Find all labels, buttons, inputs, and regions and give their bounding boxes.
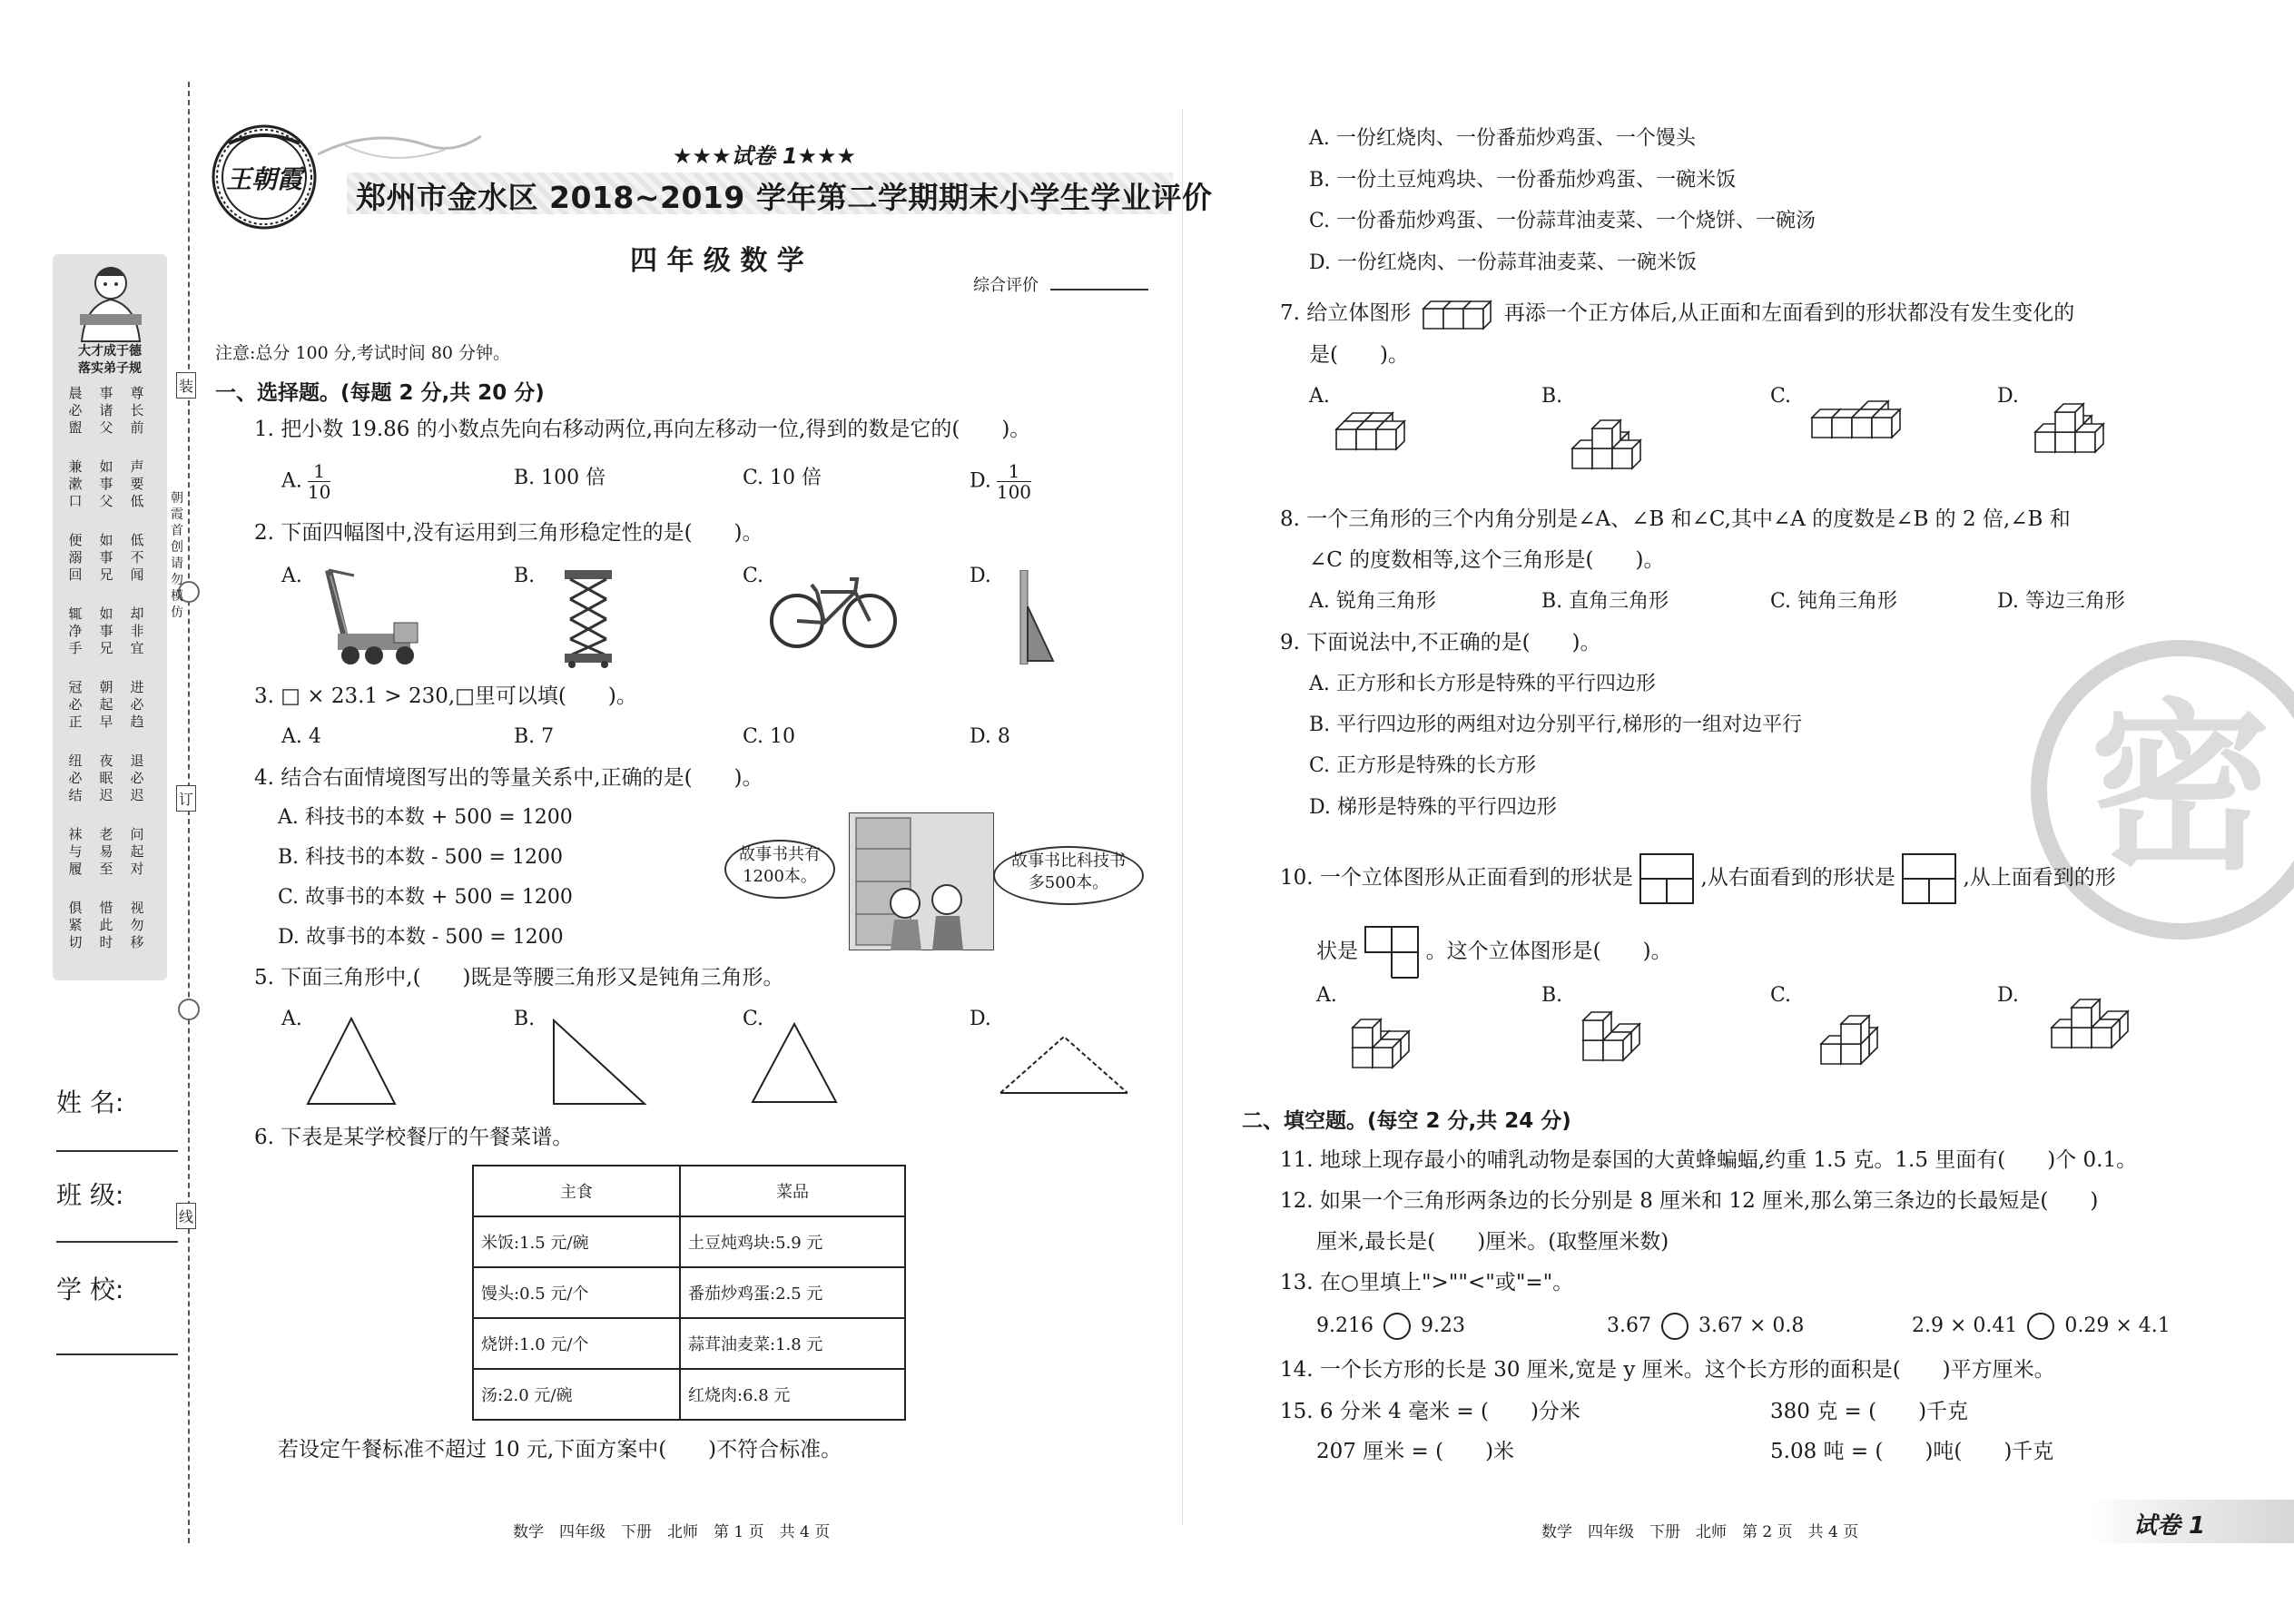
- q7-option-a[interactable]: A.: [1309, 385, 1330, 408]
- q6-stem: 6. 下表是某学校餐厅的午餐菜谱。: [254, 1126, 574, 1149]
- q1-stem: 1. 把小数 19.86 的小数点先向右移动两位,再向左移动一位,得到的数是它的( )。: [254, 418, 1031, 441]
- q10-stem-2: 状是 。这个立体图形是( )。: [1316, 926, 1672, 979]
- q10-option-c[interactable]: C.: [1770, 984, 1792, 1007]
- motto-column: 如事兄: [99, 605, 113, 656]
- q6-option-b[interactable]: B. 一份土豆炖鸡块、一份番茄炒鸡蛋、一碗米饭: [1309, 169, 1737, 192]
- q8-option-a[interactable]: A. 锐角三角形: [1309, 590, 1436, 613]
- q10-front-view-image: [1639, 853, 1694, 904]
- q10-figure-d-image: [2050, 989, 2144, 1049]
- motto-column: 便溺回: [68, 532, 83, 583]
- q3-option-a[interactable]: A. 4: [281, 725, 321, 748]
- cut-mark-3: 线: [176, 1203, 196, 1229]
- binding-ring-icon: [178, 999, 200, 1020]
- q2-option-c[interactable]: C.: [743, 565, 764, 587]
- q10-figure-a-image: [1351, 988, 1433, 1069]
- q7-option-c[interactable]: C.: [1770, 385, 1792, 408]
- q11-stem: 11. 地球上现存最小的哺乳动物是泰国的大黄蜂蝙蝠,约重 1.5 克。1.5 里面有( )个 0.1。: [1280, 1148, 2138, 1172]
- q1-option-d[interactable]: D. $\frac{1}{100}$: [970, 460, 1032, 503]
- q4-option-d[interactable]: D. 故事书的本数 - 500 = 1200: [278, 926, 564, 949]
- q4-stem: 4. 结合右面情境图写出的等量关系中,正确的是( )。: [254, 766, 763, 790]
- fraction: $\frac{1}{100}$: [996, 460, 1032, 503]
- motto-column: 尊长前: [130, 385, 144, 436]
- q14-stem: 14. 一个长方形的长是 30 厘米,宽是 y 厘米。这个长方形的面积是( )平方厘米。: [1280, 1358, 2055, 1382]
- class-label: 班 级:: [56, 1180, 124, 1210]
- q3-option-d[interactable]: D. 8: [970, 725, 1010, 748]
- center-divider: [1182, 109, 1183, 1525]
- bookshelf-scene-image: [849, 812, 994, 954]
- sidebar-motto-panel: [53, 254, 167, 980]
- q6-option-a[interactable]: A. 一份红烧肉、一份番茄炒鸡蛋、一个馒头: [1309, 127, 1696, 150]
- q9-option-c[interactable]: C. 正方形是特殊的长方形: [1309, 754, 1537, 777]
- compare-circle-icon[interactable]: [1661, 1313, 1689, 1340]
- q2-option-b[interactable]: B.: [514, 565, 536, 587]
- q1-option-a[interactable]: A. $\frac{1}{10}$: [281, 460, 331, 503]
- speech-bubble-left: 故事书共有1200本。: [724, 840, 835, 899]
- motto-column: 退必迟: [130, 753, 144, 803]
- q7-figure-a-image: [1334, 386, 1443, 451]
- motto-column: 声要低: [130, 458, 144, 509]
- triangle-d-image: [997, 1033, 1131, 1100]
- name-label: 姓 名:: [56, 1088, 124, 1117]
- q5-stem: 5. 下面三角形中,( )既是等腰三角形又是钝角三角形。: [254, 966, 784, 989]
- q9-stem: 9. 下面说法中,不正确的是( )。: [1280, 631, 1601, 655]
- brand-seal-text: 王朝霞: [225, 164, 302, 194]
- motto-column: 如事父: [99, 458, 113, 509]
- motto-column: 冠必正: [68, 679, 83, 730]
- q2-stem: 2. 下面四幅图中,没有运用到三角形稳定性的是( )。: [254, 521, 763, 545]
- ribbon-decoration: [318, 118, 481, 176]
- motto-column: 袜与履: [68, 826, 83, 877]
- q5-option-c[interactable]: C.: [743, 1008, 764, 1030]
- q5-option-b[interactable]: B.: [514, 1008, 536, 1030]
- q13-item-3[interactable]: 2.9 × 0.41 0.29 × 4.1: [1912, 1313, 2171, 1340]
- motto-column: 夜眠迟: [99, 753, 113, 803]
- motto-column: 却非宜: [130, 605, 144, 656]
- q15-item-3: 207 厘米 = ( )米: [1316, 1440, 1515, 1463]
- exam-notice: 注意:总分 100 分,考试时间 80 分钟。: [215, 343, 511, 363]
- compare-circle-icon[interactable]: [2027, 1313, 2054, 1340]
- q9-option-d[interactable]: D. 梯形是特殊的平行四边形: [1309, 796, 1557, 819]
- q5-option-d[interactable]: D.: [970, 1008, 991, 1030]
- stamp-text: 密: [2090, 684, 2272, 895]
- motto-column: 事诸父: [99, 385, 113, 436]
- q8-stem-2: ∠C 的度数相等,这个三角形是( )。: [1309, 548, 1665, 572]
- binding-dash-line: [188, 82, 190, 1543]
- section-2-heading: 二、填空题。(每空 2 分,共 24 分): [1242, 1109, 1571, 1133]
- menu-row: [473, 1216, 905, 1267]
- menu-dish-cell: 蒜茸油麦菜:1.8 元: [680, 1318, 905, 1369]
- q10-top-view-image: [1364, 926, 1419, 979]
- q13-item-1[interactable]: 9.216 9.23: [1316, 1313, 1465, 1340]
- q7-option-d[interactable]: D.: [1997, 385, 2019, 408]
- menu-staple-cell: 米饭:1.5 元/碗: [473, 1216, 680, 1267]
- subject-title: 四 年 级 数 学: [630, 245, 804, 277]
- menu-header-dish: 菜品: [680, 1166, 905, 1216]
- school-label: 学 校:: [56, 1275, 124, 1304]
- school-field[interactable]: [56, 1263, 178, 1357]
- name-field[interactable]: [56, 1076, 178, 1152]
- motto-column: 老易至: [99, 826, 113, 877]
- motto-column: 朝起早: [99, 679, 113, 730]
- paper-badge: ★★★试卷 1★★★: [672, 143, 857, 169]
- q9-option-a[interactable]: A. 正方形和长方形是特殊的平行四边形: [1309, 673, 1656, 695]
- q7-figure-c-image: [1810, 385, 1946, 439]
- q10-figure-b-image: [1581, 988, 1663, 1062]
- menu-staple-cell: 汤:2.0 元/碗: [473, 1369, 680, 1420]
- crane-truck-image: [310, 563, 447, 675]
- q10-figure-c-image: [1819, 984, 1906, 1066]
- q10-stem-1: 10. 一个立体图形从正面看到的形状是 ,从右面看到的形状是 ,从上面看到的形: [1280, 853, 2116, 904]
- q6-option-d[interactable]: D. 一份红烧肉、一份蒜茸油麦菜、一碗米饭: [1309, 251, 1697, 274]
- triangle-a-image: [304, 1015, 399, 1111]
- q7-option-b[interactable]: B.: [1541, 385, 1563, 408]
- motto-column: 进必趋: [130, 679, 144, 730]
- menu-row: [473, 1267, 905, 1318]
- q10-option-b[interactable]: B.: [1541, 984, 1563, 1007]
- motto-column: 惜此时: [99, 900, 113, 950]
- menu-staple-cell: 馒头:0.5 元/个: [473, 1267, 680, 1318]
- menu-row: [473, 1318, 905, 1369]
- score-label: 综合评价: [973, 276, 1039, 295]
- class-field[interactable]: [56, 1168, 178, 1263]
- q13-stem: 13. 在○里填上">""<"或"="。: [1280, 1271, 1574, 1294]
- triangle-c-image: [749, 1020, 840, 1109]
- q6-followup: 若设定午餐标准不超过 10 元,下面方案中( )不符合标准。: [278, 1438, 842, 1462]
- brand-seal-logo: [211, 123, 318, 234]
- q1-option-c[interactable]: C. 10 倍: [743, 467, 822, 489]
- score-field[interactable]: [973, 272, 1148, 296]
- menu-staple-cell: 烧饼:1.0 元/个: [473, 1318, 680, 1369]
- q9-option-b[interactable]: B. 平行四边形的两组对边分别平行,梯形的一组对边平行: [1309, 714, 1803, 736]
- motto-column: 兼漱口: [68, 458, 83, 509]
- q3-option-b[interactable]: B. 7: [514, 725, 555, 748]
- lunch-menu-table: [472, 1165, 906, 1421]
- q12-stem-1: 12. 如果一个三角形两条边的长分别是 8 厘米和 12 厘米,那么第三条边的长最短是( ): [1280, 1189, 2099, 1213]
- motto-column: 低不闻: [130, 532, 144, 583]
- scholar-figure-icon: [73, 260, 149, 347]
- page-footer-right: 数学 四年级 下册 北师 第 2 页 共 4 页: [1541, 1523, 1859, 1541]
- motto-column: 辄净手: [68, 605, 83, 656]
- bicycle-image: [770, 572, 897, 654]
- q8-option-c[interactable]: C. 钝角三角形: [1770, 590, 1898, 613]
- q7-stem: 7. 给立体图形 再添一个正方体后,从正面和左面看到的形状都没有发生变化的: [1280, 298, 2074, 330]
- corner-badge: [2088, 1500, 2294, 1543]
- q1-option-b[interactable]: B. 100 倍: [514, 467, 606, 489]
- q15-item-4: 5.08 吨 = ( )吨( )千克: [1770, 1440, 2054, 1463]
- motto-column: 如事兄: [99, 532, 113, 583]
- speech-bubble-right: 故事书比科技书多500本。: [993, 846, 1144, 905]
- q12-stem-2: 厘米,最长是( )厘米。(取整厘米数): [1316, 1230, 1669, 1254]
- menu-dish-cell: 土豆炖鸡块:5.9 元: [680, 1216, 905, 1267]
- section-1-heading: 一、选择题。(每题 2 分,共 20 分): [215, 381, 545, 405]
- student-info-fields: [56, 1076, 178, 1357]
- q5-option-a[interactable]: A.: [281, 1008, 302, 1030]
- q4-option-a[interactable]: A. 科技书的本数 + 500 = 1200: [278, 806, 573, 829]
- q4-option-b[interactable]: B. 科技书的本数 - 500 = 1200: [278, 846, 563, 869]
- q6-option-c[interactable]: C. 一份番茄炒鸡蛋、一份蒜茸油麦菜、一个烧饼、一碗汤: [1309, 210, 1816, 232]
- vertical-note: 朝霞首创 请勿模仿: [171, 491, 183, 620]
- q10-option-d[interactable]: D.: [1997, 984, 2019, 1007]
- triangle-b-image: [550, 1017, 650, 1111]
- q7-figure-d-image: [2033, 385, 2142, 454]
- fraction: $\frac{1}{10}$: [307, 460, 331, 503]
- q10-option-a[interactable]: A.: [1316, 984, 1337, 1007]
- shelf-bracket-image: [1006, 570, 1060, 668]
- q2-option-a[interactable]: A.: [281, 565, 302, 587]
- q3-option-c[interactable]: C. 10: [743, 725, 796, 748]
- page-footer-left: 数学 四年级 下册 北师 第 1 页 共 4 页: [513, 1523, 831, 1541]
- exam-title: 郑州市金水区 2018~2019 学年第二学期期末小学生学业评价: [356, 180, 1213, 215]
- q8-option-b[interactable]: B. 直角三角形: [1541, 590, 1669, 613]
- compare-circle-icon[interactable]: [1383, 1313, 1411, 1340]
- q7-figure-b-image: [1570, 385, 1679, 470]
- motto-column: 纽必结: [68, 753, 83, 803]
- menu-row: [473, 1369, 905, 1420]
- q2-option-d[interactable]: D.: [970, 565, 991, 587]
- corner-label: 试卷 1: [2133, 1512, 2206, 1540]
- motto-column: 俱紧切: [68, 900, 83, 950]
- menu-header-staple: 主食: [473, 1166, 680, 1216]
- q4-option-c[interactable]: C. 故事书的本数 + 500 = 1200: [278, 886, 573, 909]
- motto-column: 问起对: [130, 826, 144, 877]
- q10-right-view-image: [1902, 853, 1956, 904]
- motto-bottom: 落实弟子规: [78, 361, 142, 376]
- q13-item-2[interactable]: 3.67 3.67 × 0.8: [1607, 1313, 1804, 1340]
- motto-top: 大才成于德: [78, 344, 142, 359]
- cut-mark-2: 订: [176, 785, 196, 812]
- q7-stem-cont: 是( )。: [1309, 343, 1409, 367]
- motto-column: 视勿移: [130, 900, 144, 950]
- q8-option-d[interactable]: D. 等边三角形: [1997, 590, 2125, 613]
- q15-item-1: 15. 6 分米 4 毫米 = ( )分米: [1280, 1400, 1580, 1423]
- cut-mark-1: 装: [176, 372, 196, 399]
- scissor-lift-image: [561, 566, 615, 672]
- q15-item-2: 380 克 = ( )千克: [1770, 1400, 1969, 1423]
- motto-column: 晨必盥: [68, 385, 83, 436]
- q8-stem-1: 8. 一个三角形的三个内角分别是∠A、∠B 和∠C,其中∠A 的度数是∠B 的 2 倍,∠B 和: [1280, 507, 2071, 531]
- q7-base-cubes-image: [1422, 298, 1494, 330]
- menu-dish-cell: 番茄炒鸡蛋:2.5 元: [680, 1267, 905, 1318]
- menu-dish-cell: 红烧肉:6.8 元: [680, 1369, 905, 1420]
- q3-stem: 3. □ × 23.1 > 230,□里可以填( )。: [254, 684, 637, 708]
